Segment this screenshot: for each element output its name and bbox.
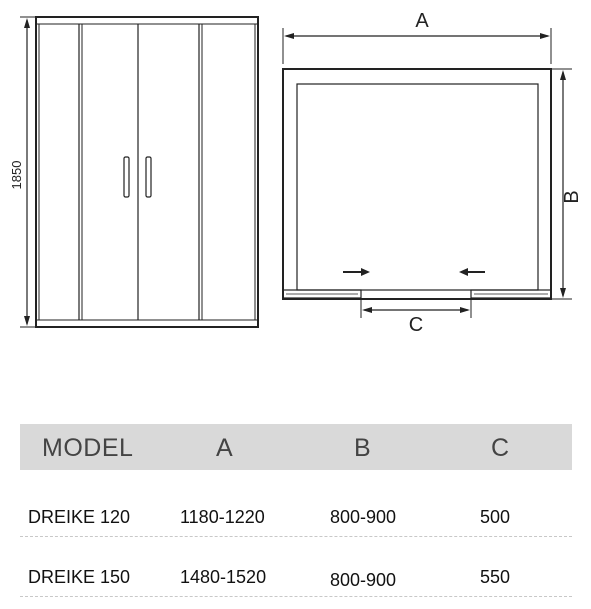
height-label: 1850 (9, 160, 24, 190)
front-outer-frame (36, 17, 258, 327)
cell-model: DREIKE 120 (28, 507, 131, 527)
cell-a: 1480-1520 (180, 567, 267, 587)
table-row (20, 507, 572, 537)
front-inner-frame (39, 24, 255, 320)
dimension-b (551, 69, 572, 299)
dim-a-arrow-right (540, 33, 550, 39)
dim-c-arrow-left (362, 307, 372, 313)
height-arrow-bottom (24, 316, 30, 326)
top-view-outer-wall (283, 69, 551, 299)
dimension-a (283, 28, 551, 64)
dim-b-label: B (561, 190, 583, 204)
row-divider (20, 596, 572, 597)
dim-a-label: A (415, 10, 429, 32)
header-model: MODEL (42, 434, 134, 462)
cell-c: 500 (480, 507, 511, 527)
height-arrow-top (24, 18, 30, 28)
slide-arrows (343, 268, 485, 276)
dim-a-arrow-left (284, 33, 294, 39)
right-door-handle (146, 157, 151, 197)
top-view-inner-tray (297, 84, 538, 290)
cell-b: 800-900 (330, 507, 397, 527)
dim-c-label: C (408, 314, 424, 336)
slide-arrow-right-icon (361, 268, 370, 276)
dim-c-arrow-right (460, 307, 470, 313)
front-view (36, 17, 258, 327)
table-header (20, 424, 572, 470)
dim-b-arrow-bottom (560, 288, 566, 298)
cell-a: 1180-1220 (180, 507, 265, 527)
header-c: C (491, 434, 510, 462)
row-divider (20, 536, 572, 537)
cell-c: 550 (480, 567, 511, 587)
cell-model: DREIKE 150 (28, 567, 131, 587)
cell-b: 800-900 (330, 570, 397, 590)
table-row (20, 567, 572, 597)
left-door-handle (124, 157, 129, 197)
dim-b-arrow-top (560, 70, 566, 80)
header-b: B (354, 434, 372, 462)
header-a: A (216, 434, 234, 462)
slide-arrow-left-icon (459, 268, 468, 276)
top-view (283, 69, 551, 299)
